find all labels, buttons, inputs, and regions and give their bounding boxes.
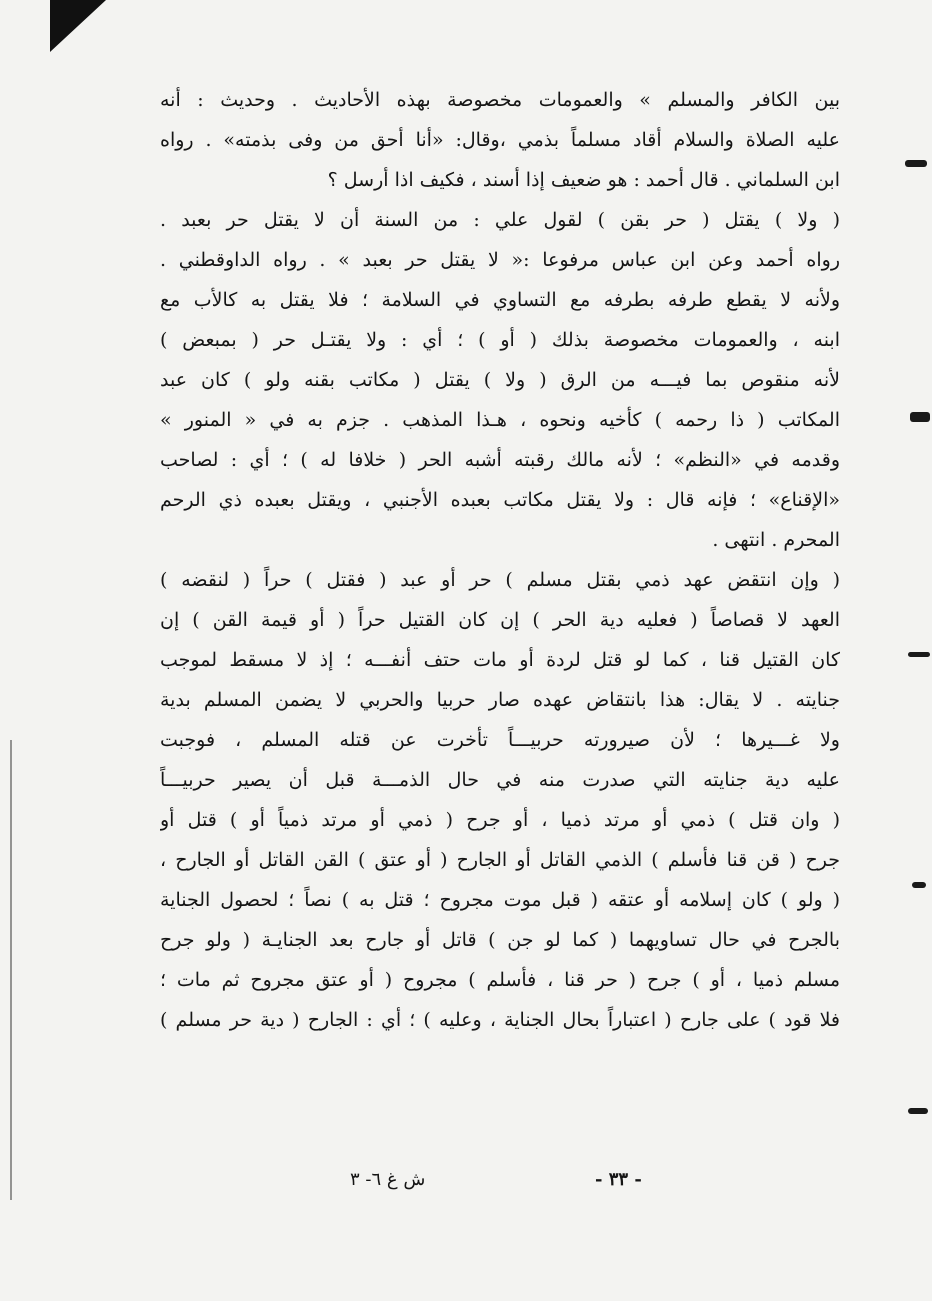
text-line: عليه دية جنايته التي صدرت منه في حال الذمـــة قبل أن يصير حربيـــاً bbox=[160, 769, 840, 791]
text-line: ولا غـــيرها ؛ لأن صيرورته حربيـــاً تأخرت عن قتله المسلم ، فوجبت bbox=[160, 729, 840, 751]
text-line: فلا قود ) على جارح ( اعتباراً بحال الجناية ، وعليه ) ؛ أي : الجارح ( دية حر مسلم ) bbox=[160, 1009, 840, 1031]
text-line: المكاتب ( ذا رحمه ) كأخيه ونحوه ، هـذا المذهب . جزم به في « المنور » bbox=[160, 409, 840, 431]
page-footer bbox=[150, 1165, 850, 1195]
text-line: ولأنه لا يقطع طرفه بطرفه مع التساوي في السلامة ؛ فلا يقتل به كالأب مع bbox=[160, 289, 840, 311]
text-line: جنايته . لا يقال: هذا بانتقاض عهده صار حربيا والحربي لا يضمن المسلم بدية bbox=[160, 689, 840, 711]
text-line: رواه أحمد وعن ابن عباس مرفوعا :« لا يقتل حر بعبد » . رواه الداوقطني . bbox=[160, 249, 840, 271]
text-line: وقدمه في «النظم» ؛ لأنه مالك رقبته أشبه الحر ( خلافا له ) ؛ أي : لصاحب bbox=[160, 449, 840, 471]
text-line: العهد لا قصاصاً ( فعليه دية الحر ) إن كان القتيل حراً ( أو قيمة القن ) إن bbox=[160, 609, 840, 631]
left-margin-rule bbox=[10, 740, 12, 1200]
text-line: ( ولا ) يقتل ( حر بقن ) لقول علي : من السنة أن لا يقتل حر بعبد . bbox=[160, 209, 840, 231]
corner-fold-mark bbox=[50, 0, 106, 52]
text-line: كان القتيل قنا ، كما لو قتل لردة أو مات حتف أنفـــه ؛ إذ لا مسقط لموجب bbox=[160, 649, 840, 671]
text-line: ابنه ، والعمومات مخصوصة بذلك ( أو ) ؛ أي : ولا يقتـل حر ( بمبعض ) bbox=[160, 329, 840, 351]
scan-margin-mark bbox=[905, 160, 927, 167]
text-line: بين الكافر والمسلم » والعمومات مخصوصة بهذه الأحاديث . وحديث : أنه bbox=[160, 89, 840, 111]
folio-signature: ش غ ٦- ٣ bbox=[350, 1169, 426, 1190]
text-line: ابن السلماني . قال أحمد : هو ضعيف إذا أسند ، فكيف اذا أرسل ؟ bbox=[327, 169, 840, 191]
scan-margin-mark bbox=[912, 882, 926, 888]
text-line: «الإقناع» ؛ فإنه قال : ولا يقتل مكاتب بعبده الأجنبي ، ويقتل بعبده ذي الرحم bbox=[160, 489, 840, 511]
text-line: ( وإن انتقض عهد ذمي بقتل مسلم ) حر أو عبد ( فقتل ) حراً ( لنقضه ) bbox=[160, 569, 840, 591]
scan-margin-mark bbox=[908, 652, 930, 657]
page-number: - ٣٣ - bbox=[595, 1169, 642, 1190]
text-line: المحرم . انتهى . bbox=[712, 529, 840, 551]
arabic-body-text bbox=[160, 80, 840, 1040]
text-line: جرح ( قن قنا فأسلم ) الذمي القاتل أو الجارح ( أو عتق ) القن القاتل أو الجارح ، bbox=[160, 849, 840, 871]
text-line: مسلم ذميا ، أو ) جرح ( حر قنا ، فأسلم ) مجروح ( أو عتق مجروح ثم مات ؛ bbox=[160, 969, 840, 991]
text-line: لأنه منقوص بما فيـــه من الرق ( ولا ) يقتل ( مكاتب بقنه ولو ) كان عبد bbox=[160, 369, 840, 391]
scan-margin-mark bbox=[908, 1108, 928, 1114]
text-line: عليه الصلاة والسلام أقاد مسلماً بذمي ،وقال: «أنا أحق من وفى بذمته» . رواه bbox=[160, 129, 840, 151]
text-line: بالجرح في حال تساويهما ( كما لو جن ) قاتل أو جارح بعد الجنايـة ( ولو جرح bbox=[160, 929, 840, 951]
text-line: ( وان قتل ) ذمي أو مرتد ذميا ، أو جرح ( ذمي أو مرتد ذمياً أو ) قتل أو bbox=[160, 809, 840, 831]
text-line: ( ولو ) كان إسلامه أو عتقه ( قبل موت مجروح ؛ قتل به ) نصاً ؛ لحصول الجناية bbox=[160, 889, 840, 911]
scan-margin-mark bbox=[910, 412, 930, 422]
